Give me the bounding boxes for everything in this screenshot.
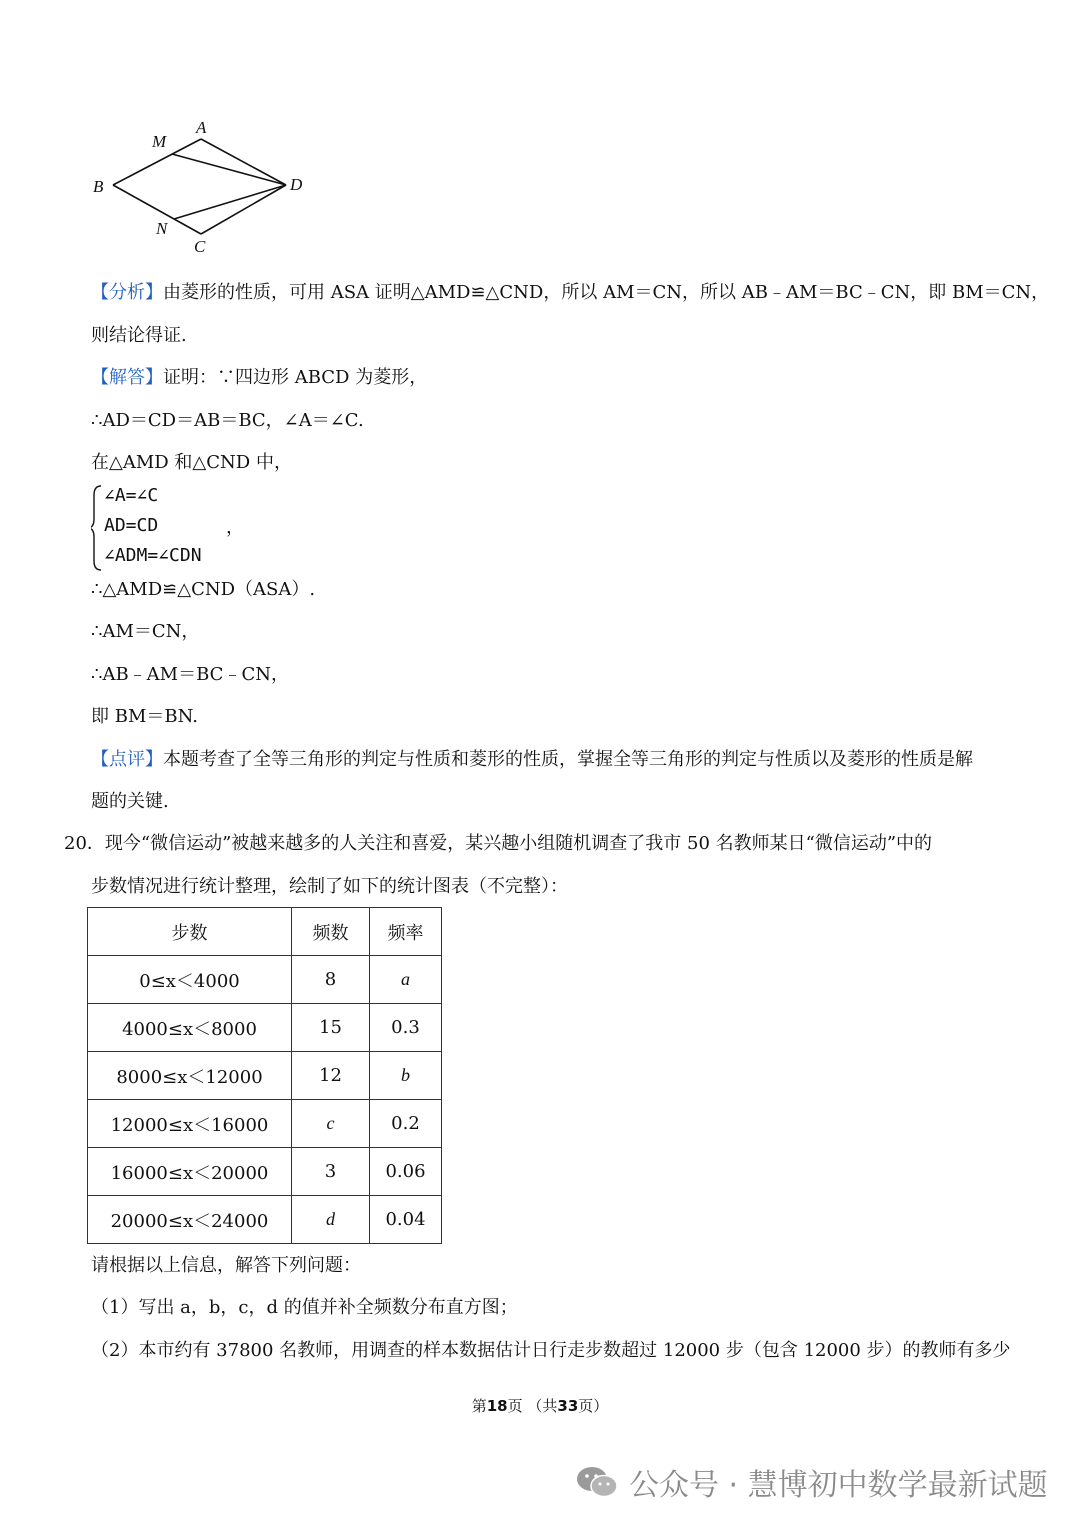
table-cell: 8	[292, 956, 370, 1004]
system-comma: ，	[226, 517, 244, 538]
solution-text-1: 证明：∵四边形 ABCD 为菱形，	[163, 367, 428, 388]
solution-text-6: ∴AB﹣AM＝BC﹣CN，	[91, 664, 289, 685]
table-cell: 3	[292, 1148, 370, 1196]
watermark-text: 公众号 · 慧博初中数学最新试题	[629, 1468, 1048, 1503]
table-row	[88, 1196, 442, 1244]
segment-ND	[174, 185, 286, 219]
solution-text-4: ∴△AMD≌△CND（ASA）.	[91, 579, 316, 600]
comment-text-2: 题的关键.	[91, 791, 169, 812]
solution-text-5: ∴AM＝CN，	[91, 621, 200, 642]
solution-text-2: ∴AD＝CD＝AB＝BC，∠A＝∠C.	[91, 410, 364, 431]
table-row	[88, 1004, 442, 1052]
segment-AD	[201, 139, 286, 185]
header-rate: 频率	[370, 908, 442, 956]
footer-prefix: 第	[471, 1397, 487, 1415]
segment-DC	[201, 185, 286, 234]
footer-total-pages: 33	[557, 1397, 579, 1415]
q20-after-1: 请根据以上信息，解答下列问题：	[91, 1255, 361, 1276]
table-cell: 0≤x＜4000	[88, 956, 292, 1004]
system-eq-2: AD=CD	[104, 515, 159, 536]
table-cell: 16000≤x＜20000	[88, 1148, 292, 1196]
header-frequency: 频数	[292, 908, 370, 956]
system-eq-3: ∠ADM=∠CDN	[104, 545, 202, 566]
q20-text-2: 步数情况进行统计整理，绘制了如下的统计图表（不完整）：	[91, 876, 568, 897]
table-row	[88, 1148, 442, 1196]
table-cell: c	[292, 1100, 370, 1148]
q20-text-1: 20．现今“微信运动”被越来越多的人关注和喜爱，某兴趣小组随机调查了我市 50 名教师某日“微信运动”中的	[64, 833, 933, 854]
solution-text-7: 即 BM＝BN.	[91, 706, 198, 727]
analysis-text-1: 由菱形的性质，可用 ASA 证明△AMD≌△CND，所以 AM＝CN，所以 AB﹣AM＝BC﹣CN，即 BM＝CN，	[163, 282, 1050, 303]
label-D: D	[290, 175, 303, 194]
footer-mid: 页 （共	[507, 1397, 558, 1415]
analysis-tag: 【分析】	[91, 282, 163, 303]
solution-line-1	[91, 367, 427, 389]
analysis-text-2: 则结论得证.	[91, 325, 187, 346]
steps-table	[87, 907, 442, 1244]
q20-after-2: （1）写出 a，b，c，d 的值并补全频数分布直方图；	[91, 1297, 518, 1318]
table-cell: a	[370, 956, 442, 1004]
label-A: A	[196, 118, 207, 137]
table-cell: b	[370, 1052, 442, 1100]
table-header-row	[88, 908, 442, 956]
footer-suffix: 页）	[578, 1397, 609, 1415]
comment-line-1	[91, 749, 973, 771]
table-cell: 12000≤x＜16000	[88, 1100, 292, 1148]
system-eq-1: ∠A=∠C	[104, 485, 159, 506]
table-row	[88, 1052, 442, 1100]
wechat-watermark	[575, 1460, 1048, 1504]
solution-tag: 【解答】	[91, 367, 163, 388]
table-cell: 4000≤x＜8000	[88, 1004, 292, 1052]
table-row	[88, 956, 442, 1004]
table-cell: 15	[292, 1004, 370, 1052]
label-M: M	[152, 132, 167, 151]
label-N: N	[156, 219, 168, 238]
analysis-line-1	[91, 282, 1049, 304]
label-B: B	[93, 177, 104, 196]
table-cell: 0.3	[370, 1004, 442, 1052]
comment-tag: 【点评】	[91, 749, 163, 770]
footer-page-number: 18	[486, 1397, 508, 1415]
table-cell: 20000≤x＜24000	[88, 1196, 292, 1244]
wechat-icon	[575, 1465, 619, 1499]
table-row	[88, 1100, 442, 1148]
page-footer	[0, 1395, 1080, 1416]
segment-MD	[172, 154, 286, 185]
q20-after-3: （2）本市约有 37800 名教师，用调查的样本数据估计日行走步数超过 12000 步（包含 12000 步）的教师有多少	[91, 1340, 1011, 1361]
table-cell: 0.06	[370, 1148, 442, 1196]
label-C: C	[194, 237, 206, 256]
table-cell: 12	[292, 1052, 370, 1100]
rhombus-figure	[88, 112, 318, 262]
table-cell: d	[292, 1196, 370, 1244]
header-steps: 步数	[88, 908, 292, 956]
table-cell: 8000≤x＜12000	[88, 1052, 292, 1100]
table-cell: 0.04	[370, 1196, 442, 1244]
table-cell: 0.2	[370, 1100, 442, 1148]
solution-text-3: 在△AMD 和△CND 中，	[91, 452, 292, 473]
comment-text-1: 本题考查了全等三角形的判定与性质和菱形的性质，掌握全等三角形的判定与性质以及菱形的性质是解	[163, 749, 973, 770]
